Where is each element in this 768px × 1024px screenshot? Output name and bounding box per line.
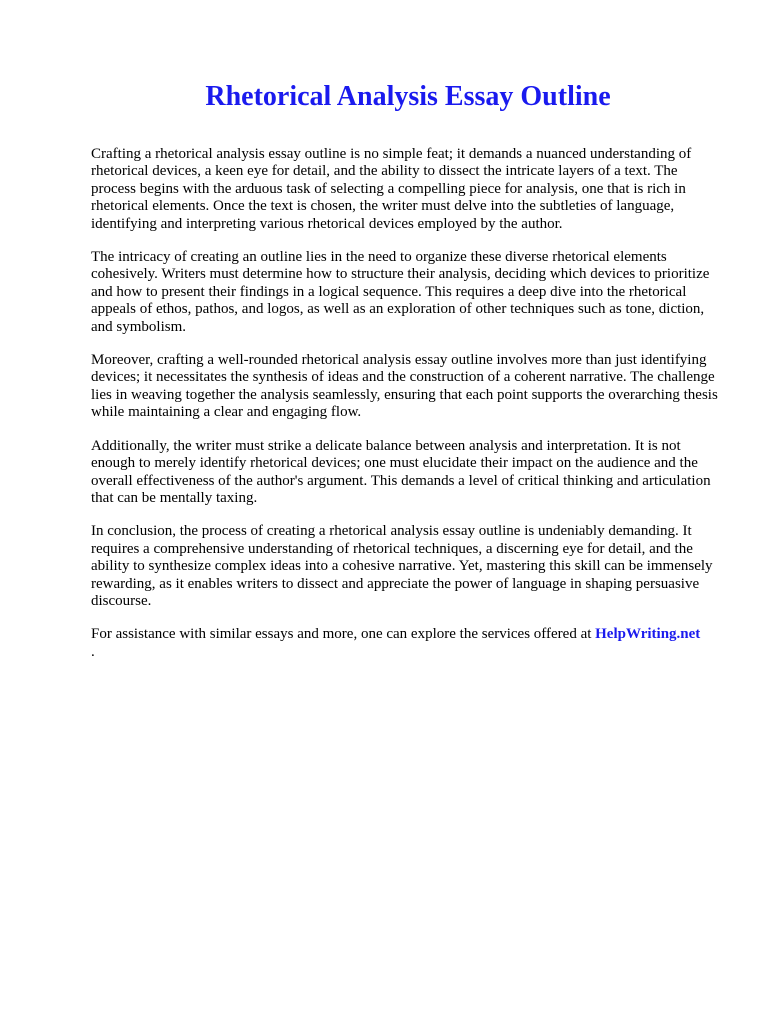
document-body xyxy=(91,146,723,661)
paragraph-synthesis: Moreover, crafting a well-rounded rhetorical analysis essay outline involves more than just identifying devices; it necessitates the synthesis of ideas and the construction of a coherent narrative. The challenge lies in weaving together the analysis seamlessly, ensuring that each point supports the overarching thesis while maintaining a clear and engaging flow. xyxy=(91,352,718,421)
helpwriting-link[interactable]: HelpWriting.net xyxy=(595,626,701,643)
paragraph-intro: Crafting a rhetorical analysis essay outline is no simple feat; it demands a nuanced understanding of rhetorical devices, a keen eye for detail, and the ability to dissect the intricate layers of a text. The process begins with the arduous task of selecting a compelling piece for analysis, one that is rich in rhetorical elements. Once the text is chosen, the writer must delve into the subtleties of language, identifying and interpreting various rhetorical devices employed by the author. xyxy=(91,146,692,232)
paragraph-balance: Additionally, the writer must strike a delicate balance between analysis and interpretation. It is not enough to merely identify rhetorical devices; one must elucidate their impact on the audience and the overall effectiveness of the author's argument. This demands a level of critical thinking and articulation that can be mentally taxing. xyxy=(91,437,711,506)
paragraph-outline-intricacy: The intricacy of creating an outline lies in the need to organize these diverse rhetorical elements cohesively. Writers must determine how to structure their analysis, deciding which devices to prioritize and how to present their findings in a logical sequence. This requires a deep dive into the rhetorical appeals of ethos, pathos, and logos, as well as an exploration of other techniques such as tone, diction, and symbolism. xyxy=(91,249,710,335)
document-title: Rhetorical Analysis Essay Outline xyxy=(205,81,611,112)
paragraph-conclusion: In conclusion, the process of creating a rhetorical analysis essay outline is undeniably demanding. It requires a comprehensive understanding of rhetorical techniques, a discerning eye for detail, and the ability to synthesize complex ideas into a cohesive narrative. Yet, mastering this skill can be immensely rewarding, as it enables writers to dissect and appreciate the power of language in shaping persuasive discourse. xyxy=(91,523,713,609)
paragraph-closing xyxy=(91,626,723,661)
closing-text: For assistance with similar essays and more, one can explore the services offered at xyxy=(91,626,592,643)
closing-period: . xyxy=(91,643,95,660)
